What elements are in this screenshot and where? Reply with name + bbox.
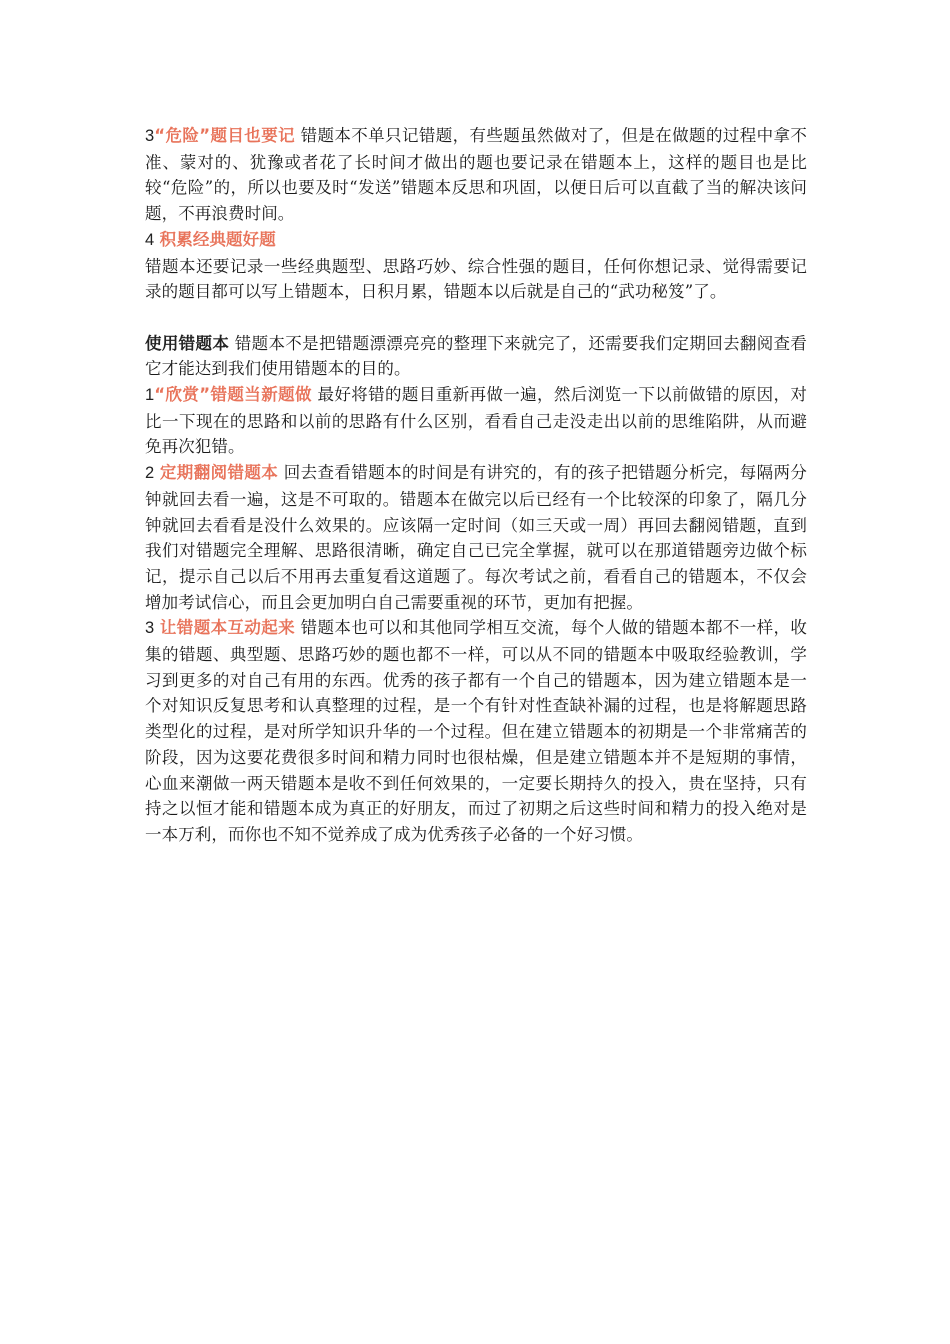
paragraph-body: 错题本还要记录一些经典题型、思路巧妙、综合性强的题目，任何你想记录、觉得需要记录的题目都可以写上错题本，日积月累，错题本以后就是自己的“武功秘笈”了。 xyxy=(145,256,807,302)
paragraph-body: 最好将错的题目重新再做一遍，然后浏览一下以前做错的原因，对比一下现在的思路和以前的思路有什么区别，看看自己走没走出以前的思维陷阱，从而避免再次犯错。 xyxy=(145,385,807,457)
blank-line xyxy=(145,305,807,331)
section-heading: “危险”题目也要记 xyxy=(154,126,295,145)
paragraph-classic-questions-heading xyxy=(145,227,807,254)
paragraph-body: 错题本也可以和其他同学相互交流，每个人做的错题本都不一样，收集的错题、典型题、思路巧妙的题也都不一样，可以从不同的错题本中吸取经验教训，学习到更多的对自己有用的东西。优秀的孩子都有一个自己的错题本，因为建立错题本是一个对知识反复思考和认真整理的过程，是一个有针对性查缺补漏的过程，也是将解题思路类型化的过程，是对所学知识升华的一个过程。但在建立错题本的初期是一个非常痛苦的阶段，因为这要花费很多时间和精力同时也很枯燥，但是建立错题本并不是短期的事情，心血来潮做一两天错题本是收不到任何效果的，一定要长期持久的投入，贵在坚持，只有持之以恒才能和错题本成为真正的好朋友，而过了初期之后这些时间和精力的投入绝对是一本万利，而你也不知不觉养成了成为优秀孩子必备的一个好习惯。 xyxy=(145,618,807,844)
paragraph-review-regularly xyxy=(145,460,807,615)
section-heading: 使用错题本 xyxy=(145,333,230,353)
item-number: 2 xyxy=(145,464,155,483)
paragraph-using-notebook xyxy=(145,331,807,382)
item-number: 3 xyxy=(145,619,155,638)
section-heading: 让错题本互动起来 xyxy=(159,618,296,638)
paragraph-interactive-notebook xyxy=(145,615,807,847)
section-heading: 定期翻阅错题本 xyxy=(159,463,279,483)
paragraph-risky-questions xyxy=(145,123,807,227)
paragraph-body: 回去查看错题本的时间是有讲究的，有的孩子把错题分析完，每隔两分钟就回去看一遍，这是不可取的。错题本在做完以后已经有一个比较深的印象了，隔几分钟就回去看看是没什么效果的。应该隔一定时间（如三天或一周）再回去翻阅错题，直到我们对错题完全理解、思路很清晰，确定自己已完全掌握，就可以在那道错题旁边做个标记，提示自己以后不用再去重复看这道题了。每次考试之前，看看自己的错题本，不仅会增加考试信心，而且会更加明白自己需要重视的环节，更加有把握。 xyxy=(145,463,807,612)
section-heading: “欣赏”错题当新题做 xyxy=(154,385,312,405)
section-heading: 积累经典题好题 xyxy=(159,229,276,249)
paragraph-redo-questions xyxy=(145,382,807,460)
paragraph-body: 错题本不是把错题漂漂亮亮的整理下来就完了，还需要我们定期回去翻阅查看它才能达到我们使用错题本的目的。 xyxy=(145,333,807,379)
paragraph-body: 错题本不单只记错题，有些题虽然做对了，但是在做题的过程中拿不准、蒙对的、犹豫或者花了长时间才做出的题也要记录在错题本上，这样的题目也是比较“危险”的，所以也要及时“发送”错题本反思和巩固，以便日后可以直截了当的解决该问题，不再浪费时间。 xyxy=(145,126,807,224)
item-number: 4 xyxy=(145,230,155,249)
item-number: 3 xyxy=(145,127,155,145)
item-number: 1 xyxy=(145,386,155,405)
paragraph-classic-questions-body xyxy=(145,254,807,305)
document-page xyxy=(145,123,807,848)
